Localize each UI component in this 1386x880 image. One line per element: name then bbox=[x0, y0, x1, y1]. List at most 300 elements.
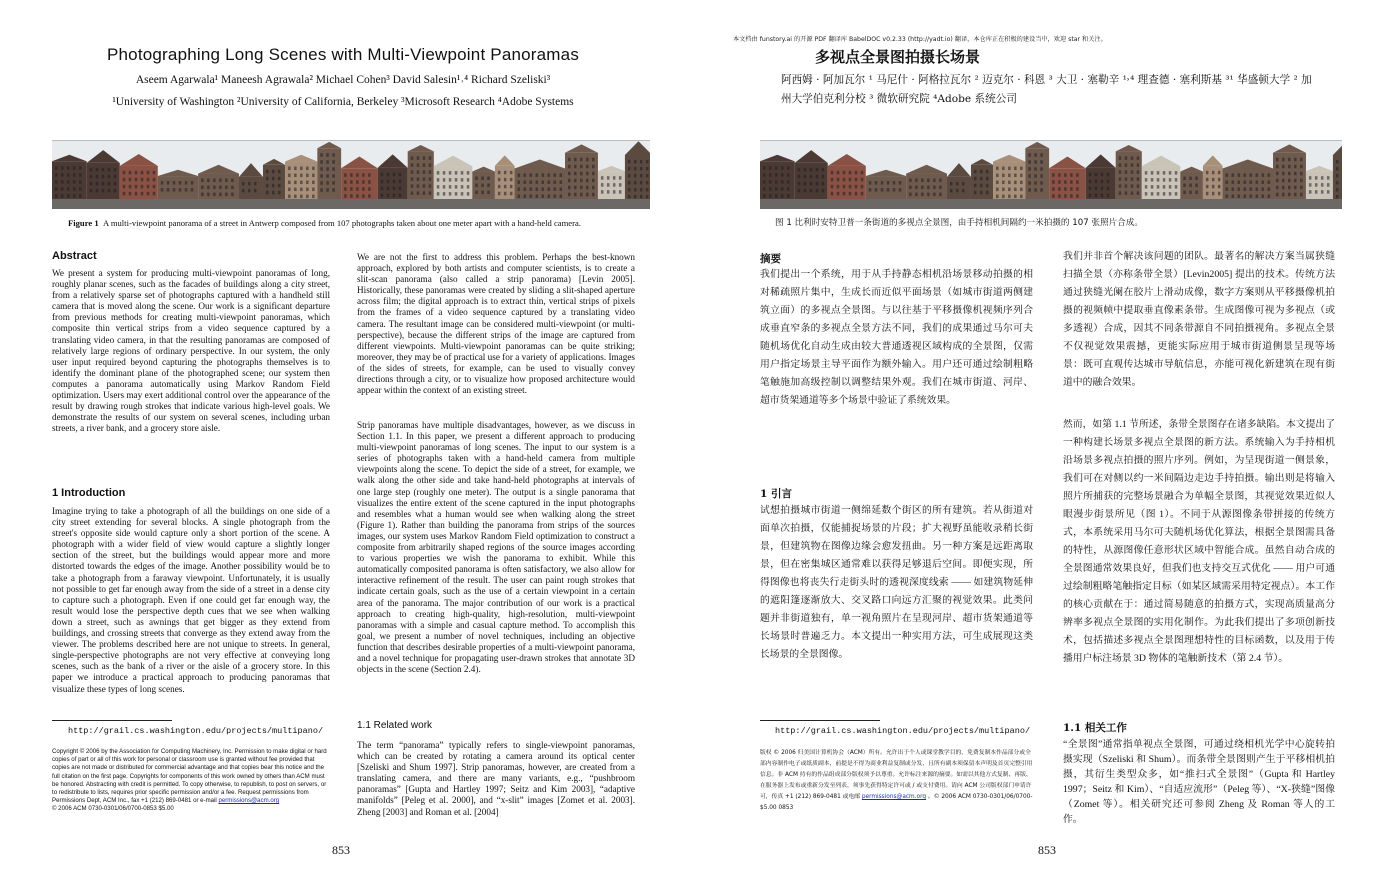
figure-1-caption bbox=[68, 218, 648, 229]
panorama-window bbox=[950, 182, 953, 186]
panorama-window bbox=[114, 168, 117, 172]
panorama-window bbox=[96, 189, 99, 193]
panorama-window bbox=[580, 186, 583, 190]
panorama-window bbox=[899, 188, 902, 192]
panorama-window bbox=[67, 194, 70, 198]
panorama-window bbox=[1321, 190, 1324, 194]
panorama-window bbox=[1151, 192, 1154, 196]
panorama-window bbox=[312, 167, 315, 171]
panorama-window bbox=[1131, 170, 1134, 174]
footnote-rule bbox=[52, 720, 172, 721]
panorama-window bbox=[1300, 179, 1303, 183]
panorama-window bbox=[607, 190, 610, 194]
panorama-window bbox=[974, 184, 977, 188]
panorama-window bbox=[1294, 172, 1297, 176]
panorama-window bbox=[996, 174, 999, 178]
panorama-window bbox=[306, 181, 309, 185]
panorama-window bbox=[108, 175, 111, 179]
panorama-window bbox=[996, 195, 999, 199]
panorama-window bbox=[1095, 173, 1098, 177]
panorama-window bbox=[114, 175, 117, 179]
panorama-window bbox=[1276, 186, 1279, 190]
panorama-window bbox=[763, 173, 766, 177]
panorama-window bbox=[580, 179, 583, 183]
panorama-window bbox=[294, 181, 297, 185]
panorama-window bbox=[781, 194, 784, 198]
panorama-window bbox=[1250, 180, 1253, 184]
panorama-window bbox=[272, 177, 275, 181]
panorama-window bbox=[831, 178, 834, 182]
panorama-window bbox=[909, 186, 912, 190]
permissions-email-link[interactable]: permissions@acm.org bbox=[218, 797, 280, 805]
panorama-window bbox=[554, 180, 557, 184]
panorama-window bbox=[108, 189, 111, 193]
panorama-window bbox=[362, 194, 365, 198]
panorama-window bbox=[634, 188, 637, 192]
panorama-window bbox=[927, 179, 930, 183]
panorama-window bbox=[55, 180, 58, 184]
panorama-window bbox=[1137, 184, 1140, 188]
panorama-window bbox=[843, 192, 846, 196]
panorama-window bbox=[1131, 177, 1134, 181]
panorama-window bbox=[1195, 184, 1198, 188]
panorama-window bbox=[956, 182, 959, 186]
panorama-window bbox=[1256, 187, 1259, 191]
panorama-window bbox=[586, 193, 589, 197]
panorama-window bbox=[368, 187, 371, 191]
panorama-window bbox=[1052, 173, 1055, 177]
panorama-window bbox=[548, 173, 551, 177]
panorama-window bbox=[775, 194, 778, 198]
panorama-window bbox=[1125, 191, 1128, 195]
panorama-window bbox=[1294, 193, 1297, 197]
panorama-window bbox=[1052, 194, 1055, 198]
panorama-window bbox=[640, 160, 643, 164]
panorama-window bbox=[1183, 191, 1186, 195]
panorama-street bbox=[52, 199, 650, 209]
panorama-window bbox=[368, 173, 371, 177]
panorama-window bbox=[417, 177, 420, 181]
panorama-window bbox=[1125, 156, 1128, 160]
panorama-window bbox=[536, 180, 539, 184]
panorama-window bbox=[411, 170, 414, 174]
panorama-window bbox=[592, 193, 595, 197]
panorama-window bbox=[1014, 174, 1017, 178]
panorama-window bbox=[487, 191, 490, 195]
panorama-window bbox=[1014, 167, 1017, 171]
panorama-window bbox=[619, 183, 622, 187]
panorama-window bbox=[73, 180, 76, 184]
panorama-window bbox=[1262, 173, 1265, 177]
panorama-window bbox=[344, 194, 347, 198]
panorama-window bbox=[518, 187, 521, 191]
panorama-window bbox=[849, 192, 852, 196]
panorama-window bbox=[837, 178, 840, 182]
panorama-window bbox=[1206, 178, 1209, 182]
panorama-window bbox=[1028, 153, 1031, 157]
panorama-window bbox=[1101, 180, 1104, 184]
panorama-window bbox=[996, 167, 999, 171]
panorama-window bbox=[1282, 186, 1285, 190]
panorama-window bbox=[356, 187, 359, 191]
panorama-window bbox=[950, 189, 953, 193]
panorama-window bbox=[1327, 190, 1330, 194]
panorama-window bbox=[61, 194, 64, 198]
panorama-window bbox=[518, 173, 521, 177]
panorama-window bbox=[320, 160, 323, 164]
panorama-window bbox=[129, 185, 132, 189]
panorama-window bbox=[1336, 167, 1339, 171]
panorama-window bbox=[861, 185, 864, 189]
panorama-window bbox=[586, 186, 589, 190]
panorama-window bbox=[129, 178, 132, 182]
panorama-window bbox=[787, 173, 790, 177]
translation-watermark: 本文档由 funstory.ai 的开源 PDF 翻译库 BabelDOC v0.2.33 (http://yadt.io) 翻译，本仓库正在积极的建设当中，欢迎 star 和关注。 bbox=[733, 36, 1107, 43]
panorama-window bbox=[986, 177, 989, 181]
panorama-window bbox=[96, 168, 99, 172]
panorama-window bbox=[1089, 187, 1092, 191]
panorama-window bbox=[1145, 171, 1148, 175]
panorama-window bbox=[231, 186, 234, 190]
panorama-window bbox=[278, 170, 281, 174]
panorama-window bbox=[108, 168, 111, 172]
panorama-window bbox=[1107, 173, 1110, 177]
panorama-window bbox=[381, 187, 384, 191]
panorama-window bbox=[185, 188, 188, 192]
panorama-window bbox=[1336, 174, 1339, 178]
panorama-window bbox=[79, 180, 82, 184]
panorama-window bbox=[628, 174, 631, 178]
panorama-window bbox=[1183, 184, 1186, 188]
panorama-window bbox=[763, 187, 766, 191]
panorama-window bbox=[1288, 172, 1291, 176]
panorama-window bbox=[1058, 180, 1061, 184]
panorama-window bbox=[123, 192, 126, 196]
panorama-window bbox=[568, 172, 571, 176]
panorama-window bbox=[487, 184, 490, 188]
panorama-window bbox=[586, 165, 589, 169]
panorama-window bbox=[1014, 188, 1017, 192]
panorama-window bbox=[787, 166, 790, 170]
panorama-window bbox=[1212, 178, 1215, 182]
panorama-window bbox=[763, 194, 766, 198]
translated-abstract-heading: 摘要 bbox=[760, 253, 781, 265]
panorama-window bbox=[167, 181, 170, 185]
translated-copyright-notice bbox=[760, 748, 1033, 832]
panorama-window bbox=[387, 187, 390, 191]
translated-related-work-heading: 1.1 相关工作 bbox=[1063, 722, 1127, 734]
panorama-window bbox=[102, 168, 105, 172]
panorama-window bbox=[90, 182, 93, 186]
panorama-window bbox=[1226, 187, 1229, 191]
panorama-window bbox=[1276, 172, 1279, 176]
panorama-window bbox=[1226, 194, 1229, 198]
panorama-window bbox=[568, 165, 571, 169]
panorama-window bbox=[1020, 167, 1023, 171]
panorama-window bbox=[816, 175, 819, 179]
panorama-window bbox=[461, 171, 464, 175]
panorama-window bbox=[798, 175, 801, 179]
panorama-window bbox=[467, 171, 470, 175]
panorama-window bbox=[350, 180, 353, 184]
panorama-window bbox=[300, 167, 303, 171]
panorama-window bbox=[393, 180, 396, 184]
panorama-window bbox=[191, 188, 194, 192]
panorama-window bbox=[1157, 192, 1160, 196]
panorama-window bbox=[423, 184, 426, 188]
panorama-window bbox=[822, 182, 824, 186]
panorama-window bbox=[560, 173, 563, 177]
paper-title: Photographing Long Scenes with Multi-Viewpoint Panoramas bbox=[106, 45, 580, 64]
panorama-window bbox=[574, 165, 577, 169]
column2-paragraph-1: We are not the first to address this problem. Perhaps the best-known approach, explored by both artists and computer scientists, is to create a slit-scan panorama (also called a strip panorama) [Levin 2005]. Historically, these panoramas were created by sliding a slit-shaped aperture across film; the digital approach is to extract thin, vertical strips of pixels from the frames of a video sequence captured by a translating video camera. The resultant image can be considered multi-viewpoint (or multi-perspective), because the different strips of the image are captured from different viewpoints. Multi-viewpoint panoramas can be quite striking; moreover, they may be of practical use for a variety of applications. Images of the sides of streets, for example, can be used to visually convey directions through a city, or to visualize how proposed architecture would appear within the context of an existing street. bbox=[357, 252, 635, 396]
panorama-window bbox=[548, 187, 551, 191]
panorama-window bbox=[580, 193, 583, 197]
panorama-window bbox=[437, 192, 440, 196]
panorama-window bbox=[601, 176, 604, 180]
translated-permissions-email-link[interactable]: permissions@acm.org bbox=[861, 794, 927, 800]
panorama-window bbox=[443, 178, 446, 182]
panorama-window bbox=[810, 182, 813, 186]
panorama-window bbox=[356, 194, 359, 198]
panorama-window bbox=[153, 178, 156, 182]
panorama-window bbox=[417, 191, 420, 195]
panorama-window bbox=[634, 167, 637, 171]
panorama-window bbox=[1336, 188, 1339, 192]
panorama-window bbox=[586, 172, 589, 176]
panorama-window bbox=[804, 189, 807, 193]
panorama-window bbox=[381, 180, 384, 184]
panorama-window bbox=[510, 192, 512, 196]
panorama-window bbox=[96, 175, 99, 179]
panorama-window bbox=[135, 185, 138, 189]
panorama-window bbox=[312, 195, 315, 199]
panorama-window bbox=[1064, 187, 1067, 191]
translated-copyright-end: 。© 2006 ACM 0730-0301/06/0700- $5.00 0853 bbox=[760, 794, 1033, 811]
panorama-window bbox=[443, 192, 446, 196]
panorama-window bbox=[213, 193, 216, 197]
translated-project-url-footnote: http://grail.cs.washington.edu/projects/multipano/ bbox=[775, 726, 1031, 736]
panorama-window bbox=[242, 182, 245, 186]
panorama-window bbox=[393, 173, 396, 177]
panorama-window bbox=[467, 185, 470, 189]
panorama-window bbox=[986, 184, 989, 188]
panorama-window bbox=[332, 167, 335, 171]
panorama-window bbox=[1008, 188, 1011, 192]
panorama-window bbox=[804, 182, 807, 186]
panorama-window bbox=[915, 186, 918, 190]
panorama-window bbox=[822, 189, 824, 193]
panorama-window bbox=[1309, 190, 1312, 194]
panorama-window bbox=[1288, 186, 1291, 190]
panorama-window bbox=[510, 171, 512, 175]
panorama-window bbox=[568, 193, 571, 197]
panorama-window bbox=[381, 173, 384, 177]
panorama-window bbox=[387, 194, 390, 198]
panorama-window bbox=[288, 181, 291, 185]
panorama-window bbox=[326, 167, 329, 171]
panorama-window bbox=[1336, 160, 1339, 164]
panorama-window bbox=[461, 185, 464, 189]
panorama-window bbox=[831, 192, 834, 196]
panorama-window bbox=[129, 171, 132, 175]
translated-abstract-text: 我们提出一个系统，用于从手持静态相机沿场景移动拍摄的相对稀疏照片集中，生成长而近似平面场景（如城市街道两侧建筑立面）的多视点全景图。与以往基于平移摄像机视频序列合成垂直窄条的多视点全景方法不同，我们的成果通过马尔可夫随机场优化自动生成由较大普通透视区域构成的全景图，仅需用户指定场景主导平面作为额外输入。用户还可通过绘制粗略笔触施加高级控制以调整结果外观。我们在城市街道、河岸、超市货架通道等多个场景中验证了系统效果。 bbox=[760, 269, 1033, 406]
panorama-window bbox=[1101, 194, 1104, 198]
panorama-window bbox=[909, 193, 912, 197]
panorama-window bbox=[326, 188, 329, 192]
panorama-window bbox=[423, 177, 426, 181]
author-list: Aseem Agarwala¹ Maneesh Agrawala² Michael Cohen³ David Salesin¹˒⁴ Richard Szeliski³ bbox=[135, 74, 551, 86]
panorama-window bbox=[272, 191, 275, 195]
panorama-window bbox=[61, 187, 64, 191]
panorama-window bbox=[592, 158, 595, 162]
panorama-window bbox=[1327, 183, 1330, 187]
panorama-window bbox=[601, 190, 604, 194]
panorama-window bbox=[1076, 180, 1079, 184]
panorama-window bbox=[574, 158, 577, 162]
panorama-window bbox=[1244, 180, 1247, 184]
panorama-window bbox=[411, 184, 414, 188]
panorama-window bbox=[1070, 180, 1073, 184]
panorama-window bbox=[1250, 173, 1253, 177]
panorama-window bbox=[344, 173, 347, 177]
panorama-window bbox=[619, 190, 622, 194]
panorama-window bbox=[1076, 187, 1079, 191]
panorama-window bbox=[1089, 173, 1092, 177]
panorama-window bbox=[548, 194, 551, 198]
panorama-window bbox=[417, 156, 420, 160]
panorama-window bbox=[61, 166, 64, 170]
panorama-window bbox=[640, 181, 643, 185]
panorama-window bbox=[646, 167, 649, 171]
panorama-window bbox=[1300, 193, 1303, 197]
panorama-window bbox=[1268, 187, 1271, 191]
panorama-window bbox=[1300, 186, 1303, 190]
panorama-window bbox=[568, 179, 571, 183]
panorama-window bbox=[1268, 180, 1271, 184]
panorama-window bbox=[939, 186, 942, 190]
panorama-window bbox=[55, 194, 58, 198]
panorama-window bbox=[1064, 173, 1067, 177]
panorama-window bbox=[475, 191, 478, 195]
panorama-window bbox=[1119, 184, 1122, 188]
translated-related-work-text: “全景图”通常指单视点全景图，可通过绕相机光学中心旋转拍摄实现（Szeliski 和 Shum）。而条带全景图则产生于平移相机拍摄，其衍生类型众多，如“推扫式全景图”（Gupta 和 Hartley 1997；Seitz 和 Kim）、“自适应流形”（Peleg 等）、“X-狭缝”图像（Zomet 等）。相关研究还可参阅 Zheng 及 Roman 等人的工作。 bbox=[1063, 739, 1335, 825]
panorama-window bbox=[173, 181, 176, 185]
panorama-window bbox=[1008, 181, 1011, 185]
panorama-window bbox=[1058, 173, 1061, 177]
panorama-window bbox=[837, 171, 840, 175]
panorama-window bbox=[586, 158, 589, 162]
panorama-window bbox=[1268, 173, 1271, 177]
panorama-window bbox=[996, 188, 999, 192]
panorama-window bbox=[481, 184, 484, 188]
panorama-window bbox=[601, 183, 604, 187]
panorama-window bbox=[312, 181, 315, 185]
panorama-window bbox=[147, 178, 150, 182]
panorama-window bbox=[1195, 177, 1198, 181]
panorama-window bbox=[849, 171, 852, 175]
panorama-window bbox=[294, 188, 297, 192]
panorama-window bbox=[1315, 176, 1318, 180]
panorama-window bbox=[1028, 160, 1031, 164]
panorama-window bbox=[272, 170, 275, 174]
copyright-notice bbox=[52, 748, 330, 844]
panorama-window bbox=[1175, 192, 1178, 196]
panorama-window bbox=[787, 187, 790, 191]
copyright-text: Copyright © 2006 by the Association for Computing Machinery, Inc. Permission to make digital or hard copies of part or all of this work for personal or classroom use is granted without fee provided that copies are not made or distributed for commercial advantage and that copies bear this notice and the full citation on the first page. Copyrights for components of this work owned by others than ACM must be honored. Abstracting with credit is permitted. To copy otherwise, to republish, to post on servers, or to redistribute to lists, requires prior specific permission and/or a fee. Request permissions from Permissions Dept, ACM Inc., fax +1 (212) 869-0481 or e-mail bbox=[52, 748, 327, 805]
panorama-window bbox=[248, 189, 251, 193]
panorama-window bbox=[640, 188, 643, 192]
panorama-window bbox=[861, 178, 864, 182]
panorama-window bbox=[837, 192, 840, 196]
panorama-window bbox=[1145, 185, 1148, 189]
panorama-window bbox=[536, 187, 539, 191]
panorama-window bbox=[1070, 187, 1073, 191]
panorama-window bbox=[962, 182, 965, 186]
panorama-window bbox=[504, 171, 507, 175]
panorama-window bbox=[332, 160, 335, 164]
panorama-window bbox=[135, 171, 138, 175]
panorama-window bbox=[1238, 194, 1241, 198]
panorama-window bbox=[67, 173, 70, 177]
panorama-window bbox=[580, 172, 583, 176]
panorama-window bbox=[1262, 194, 1265, 198]
panorama-window bbox=[921, 186, 924, 190]
panorama-window bbox=[294, 174, 297, 178]
panorama-window bbox=[368, 194, 371, 198]
panorama-window bbox=[763, 166, 766, 170]
panorama-window bbox=[481, 177, 484, 181]
panorama-window bbox=[831, 171, 834, 175]
panorama-window bbox=[1002, 181, 1005, 185]
panorama-window bbox=[55, 173, 58, 177]
panorama-window bbox=[1020, 174, 1023, 178]
translated-column2-paragraph-2: 然而，如第 1.1 节所述，条带全景图存在诸多缺陷。本文提出了一种构建长场景多视点全景图的新方法。系统输入为手持相机沿场景多视点拍摄的照片序列。例如，为呈现街道一侧景象，我们可在对侧以约一米间隔边走边手持拍摄。输出则是将输入照片所捕获的完整场景融合为单幅全景图，其视觉效果近似人眼漫步街景所见（图 1）。不同于从源图像条带拼接的传统方式，本系统采用马尔可夫随机场优化算法，根据全景图需具备的特性，从源图像任意形状区域中智能合成。虽然自动合成的全景图通常效果良好，但我们也支持交互式优化 —— 用户可通过绘制粗略笔触指定目标（如某区域需采用特定视点）。本工作的核心贡献在于：通过简易随意的拍摄方式，实现高质量高分辨率多视点全景图的实用化制作。为此我们提出了多项创新技术，包括描述多视点全景图理想特性的目标函数，以及用于传播用户标注场景 3D 物体的笔触新技术（第 2.4 节）。 bbox=[1063, 419, 1335, 664]
panorama-window bbox=[1040, 153, 1043, 157]
panorama-window bbox=[619, 176, 622, 180]
panorama-window bbox=[1014, 181, 1017, 185]
panorama-window bbox=[242, 189, 245, 193]
panorama-window bbox=[1175, 171, 1178, 175]
panorama-window bbox=[933, 193, 936, 197]
panorama-window bbox=[1028, 167, 1031, 171]
panorama-window bbox=[1125, 170, 1128, 174]
panorama-window bbox=[248, 182, 251, 186]
panorama-window bbox=[498, 171, 501, 175]
panorama-window bbox=[449, 171, 452, 175]
panorama-window bbox=[201, 179, 204, 183]
panorama-window bbox=[536, 173, 539, 177]
panorama-window bbox=[411, 163, 414, 167]
panorama-window bbox=[381, 194, 384, 198]
panorama-window bbox=[487, 177, 490, 181]
panorama-street bbox=[760, 199, 1342, 209]
panorama-window bbox=[548, 180, 551, 184]
panorama-window bbox=[455, 171, 458, 175]
panorama-window bbox=[300, 188, 303, 192]
panorama-window bbox=[437, 185, 440, 189]
abstract-heading: Abstract bbox=[52, 250, 97, 262]
translated-column2-paragraph-1: 我们并非首个解决该问题的团队。最著名的解决方案当属狭缝扫描全景（亦称条带全景）[Levin2005] 提出的技术。传统方法通过狭缝光阑在胶片上滑动成像，数字方案则从平移摄像机拍摄的视频帧中提取垂直像素条带。生成图像可视为多视点（或多透视）合成，因其不同条带源自不同拍摄视角。多视点全景不仅视觉效果震撼，更能实际应用于城市街道侧景呈现等场景：既可直观传达城市导航信息，亦能可视化新建筑在现有街道中的融合效果。 bbox=[1063, 251, 1335, 388]
panorama-window bbox=[306, 167, 309, 171]
panorama-window bbox=[1212, 171, 1215, 175]
panorama-window bbox=[524, 180, 527, 184]
panorama-window bbox=[1101, 173, 1104, 177]
panorama-window bbox=[798, 189, 801, 193]
panorama-window bbox=[429, 170, 432, 174]
panorama-window bbox=[411, 156, 414, 160]
panorama-window bbox=[1058, 187, 1061, 191]
